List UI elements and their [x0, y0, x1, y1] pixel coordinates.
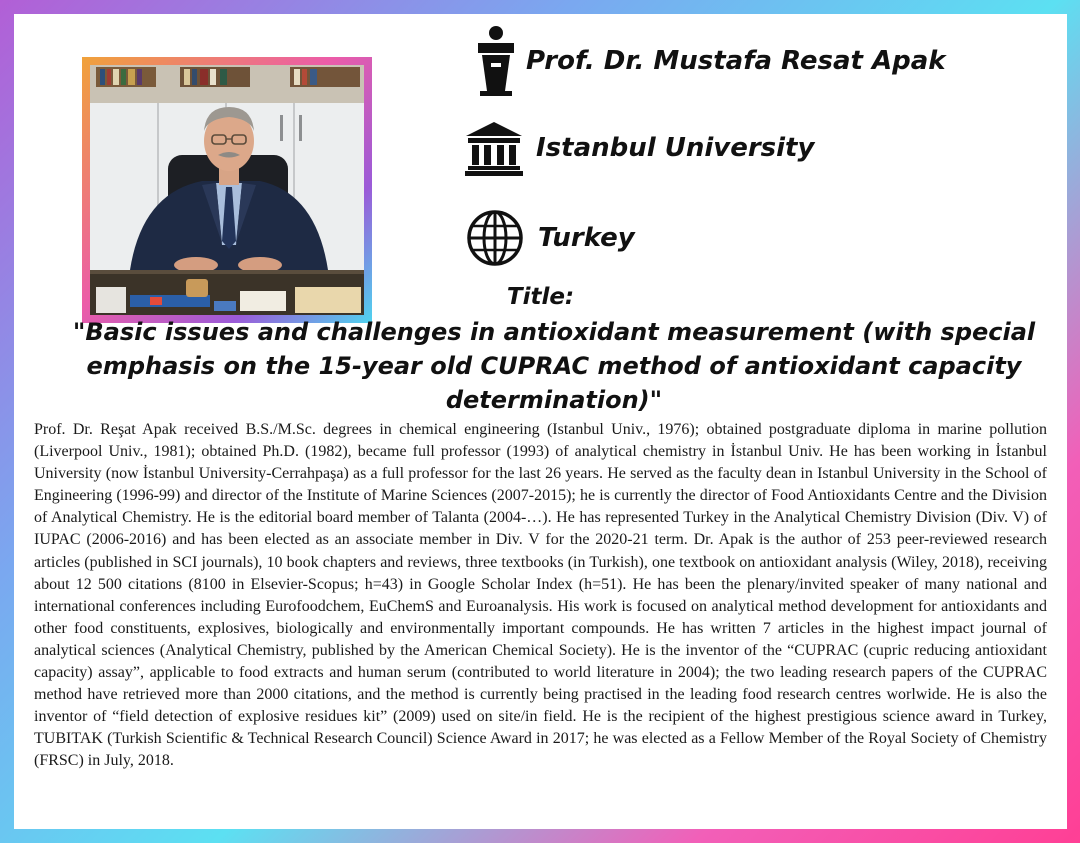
country-row [466, 209, 635, 267]
university-building-icon [464, 120, 524, 176]
speaker-name: Prof. Dr. Mustafa Resat Apak [526, 46, 946, 76]
title-label: Title: [506, 284, 575, 310]
speaker-country: Turkey [538, 223, 635, 253]
speaker-affiliation: Istanbul University [536, 133, 815, 163]
podium-icon [476, 25, 516, 97]
talk-title: "Basic issues and challenges in antioxidant measurement (with special emphasis on the 15-year old CUPRAC method of antioxidant capacity determination)" [72, 318, 1036, 414]
speaker-biography: Prof. Dr. Reşat Apak received B.S./M.Sc. degrees in chemical engineering (Istanbul Univ., 1976); obtained postgraduate diploma in marine pollution (Liverpool Univ., 1981); obtained Ph.D. (1982), became full professor (1993) of analytical chemistry in İstanbul Univ. He has been working in İstanbul University (now İstanbul University-Cerrahpaşa) as a full professor for the last 26 years. He served as the faculty dean in Istanbul University in the School of Engineering (1996-99) and director of the Institute of Marine Sciences (2007-2015); he is currently the director of Food Antioxidants Centre and the Division of Analytical Chemistry. He is the editorial board member of Talanta (2004-…). He has represented Turkey in the Analytical Chemistry Division (Div. V) of IUPAC (2006-2016) and has been elected as an associate member in Div. V for the 2020-21 term. Dr. Apak is the author of 253 peer-reviewed research articles (published in SCI journals), 10 book chapters and reviews, three textbooks (in Turkish), one textbook on antioxidant analysis (Wiley, 2018), receiving about 12 500 citations (8100 in Elsevier-Scopus; h=43) in Google Scholar Index (h=51). He has been the plenary/invited speaker of many national and international conferences including Eurofoodchem, EuChemS and Euroanalysis. His work is focused on analytical method development for antioxidants and other food constituents, explosives, biologically and environmentally important compounds. He has written 7 articles in the highest impact journal of analytical sciences (Analytical Chemistry, published by the American Chemical Society). He is the inventor of the “CUPRAC (cupric reducing antioxidant capacity) assay”, applicable to food extracts and human serum (contributed to world literature in 2004); the two leading research papers of the CUPRAC method have retrieved more than 2000 citations, and the method is currently being practised in the leading food research centres worlwide. He is also the inventor of “field detection of explosive residues kit” (2009) used on site/in field. He is the recipient of the highest prestigious science award in Turkey, TUBITAK (Turkish Scientific & Technical Research Council) Science Award in 2017; he was elected as a Fellow Member of the Royal Society of Chemistry (FRSC) in July, 2018. [34, 421, 1047, 770]
affiliation-row [464, 120, 814, 176]
globe-icon [466, 209, 524, 267]
speaker-photo [90, 65, 364, 315]
speaker-card [14, 14, 1067, 829]
speaker-name-row [476, 25, 946, 97]
